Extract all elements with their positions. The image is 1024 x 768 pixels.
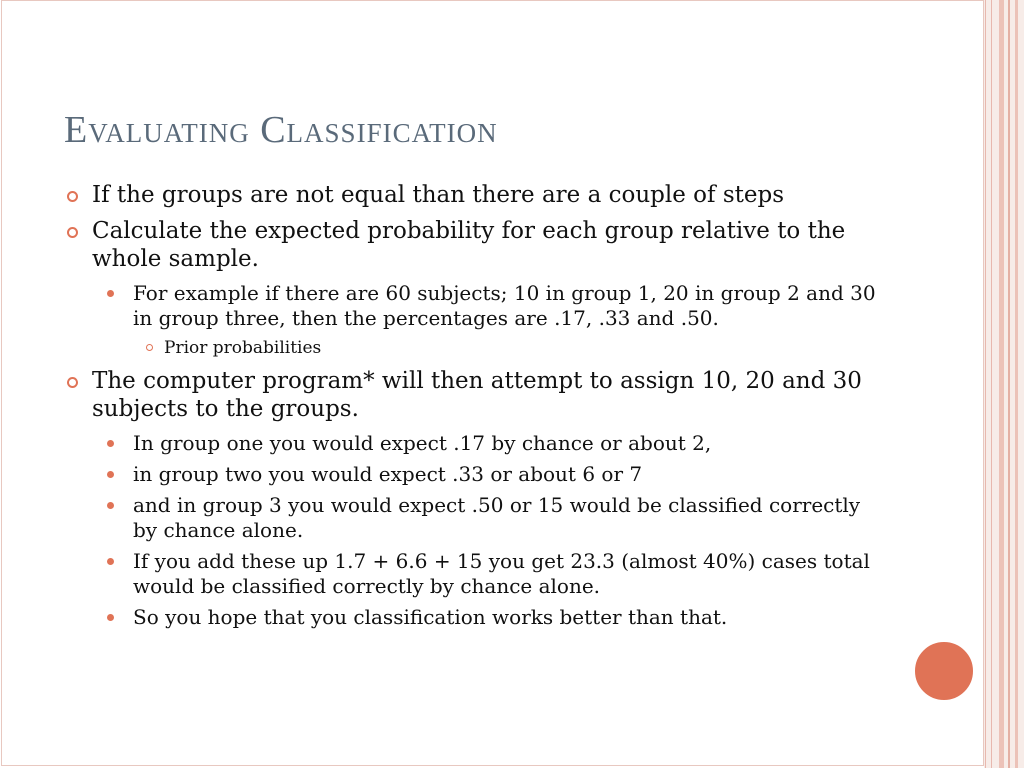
filled-bullet-icon [107,440,114,447]
slide-body [64,181,884,636]
bullet-level1: Calculate the expected probability for each group relative to the whole sample. [64,217,884,273]
filled-bullet-icon [107,471,114,478]
bullet-level1: If the groups are not equal than there are a couple of steps [64,181,884,209]
filled-bullet-icon [107,502,114,509]
bullet-level2: In group one you would expect .17 by chance or about 2, [64,431,884,456]
slide-title: Evaluating Classification [64,109,498,151]
filled-bullet-icon [107,290,114,297]
bullet-level1: The computer program* will then attempt to assign 10, 20 and 30 subjects to the groups. [64,367,884,423]
hollow-bullet-icon [67,377,78,388]
bullet-level3: Prior probabilities [64,337,884,359]
small-hollow-bullet-icon [146,344,153,351]
bullet-level2: in group two you would expect .33 or about 6 or 7 [64,462,884,487]
bullet-level2: and in group 3 you would expect .50 or 15 would be classified correctly by chance alone. [64,493,884,543]
decorative-circle [913,640,975,702]
bullet-level2: If you add these up 1.7 + 6.6 + 15 you get 23.3 (almost 40%) cases total would be classified correctly by chance alone. [64,549,884,599]
hollow-bullet-icon [67,227,78,238]
bullet-level2: For example if there are 60 subjects; 10 in group 1, 20 in group 2 and 30 in group three, then the percentages are .17, .33 and .50. [64,281,884,331]
bullet-level2: So you hope that you classification works better than that. [64,605,884,630]
hollow-bullet-icon [67,191,78,202]
filled-bullet-icon [107,614,114,621]
filled-bullet-icon [107,558,114,565]
decorative-stripes [984,0,1024,768]
